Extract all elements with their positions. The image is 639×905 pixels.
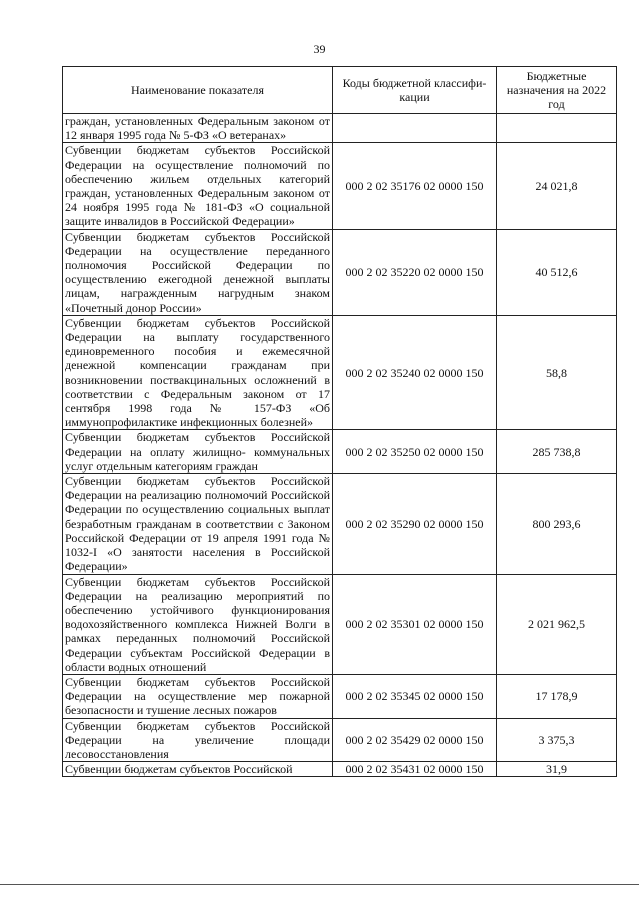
page-number: 39 — [313, 42, 326, 56]
classification-code: 000 2 02 35220 02 0000 150 — [333, 229, 497, 315]
page-bottom-divider — [0, 884, 639, 885]
table-row — [63, 229, 617, 315]
budget-amount: 800 293,6 — [497, 474, 617, 574]
table-row — [63, 474, 617, 574]
classification-code: 000 2 02 35176 02 0000 150 — [333, 143, 497, 229]
budget-table — [62, 66, 617, 777]
table-row — [63, 430, 617, 474]
header-indicator-name: Наименование показателя — [63, 67, 333, 114]
indicator-name: Субвенции бюджетам субъектов Российской Федерации на осуществление переданного полномочия Российской Федерации по осуществлению ежегодной денежной выплаты лицам, награжденным нагрудным знаком «Почетный донор России» — [63, 229, 333, 315]
budget-amount: 285 738,8 — [497, 430, 617, 474]
indicator-name: Субвенции бюджетам субъектов Российской Федерации на реализацию мероприятий по обеспечению устойчивого функционирования водохозяйственного комплекса Нижней Волги в рамках переданных полномочий Российской Федерации субъектам Российской Федерации в области водных отношений — [63, 574, 333, 674]
table-row — [63, 718, 617, 762]
indicator-name: Субвенции бюджетам субъектов Российской Федерации на реализацию полномочий Российской Федерации по осуществлению социальных выплат безработным гражданам в соответствии с Законом Российской Федерации от 19 апреля 1991 года № 1032-I «О занятости населения в Российской Федерации» — [63, 474, 333, 574]
header-classification-code: Коды бюджетной классифи-кации — [333, 67, 497, 114]
header-budget-amount: Бюджетные назначения на 2022 год — [497, 67, 617, 114]
table-row — [63, 674, 617, 718]
budget-amount: 31,9 — [497, 762, 617, 777]
classification-code: 000 2 02 35431 02 0000 150 — [333, 762, 497, 777]
table-row — [63, 574, 617, 674]
budget-amount: 58,8 — [497, 315, 617, 430]
indicator-name: Субвенции бюджетам субъектов Российской — [63, 762, 333, 777]
indicator-name: Субвенции бюджетам субъектов Российской Федерации на выплату государственного единовременного пособия и ежемесячной денежной компенсации гражданам при возникновении поствакцинальных осложнений в соответствии с Федеральным законом от 17 сентября 1998 года № 157-ФЗ «Об иммунопрофилактике инфекционных болезней» — [63, 315, 333, 430]
classification-code: 000 2 02 35429 02 0000 150 — [333, 718, 497, 762]
table-header-row — [63, 67, 617, 114]
indicator-name: Субвенции бюджетам субъектов Российской Федерации на увеличение площади лесовосстановления — [63, 718, 333, 762]
classification-code: 000 2 02 35290 02 0000 150 — [333, 474, 497, 574]
indicator-name: Субвенции бюджетам субъектов Российской Федерации на оплату жилищно- коммунальных услуг отдельным категориям граждан — [63, 430, 333, 474]
classification-code: 000 2 02 35240 02 0000 150 — [333, 315, 497, 430]
indicator-name: Субвенции бюджетам субъектов Российской Федерации на осуществление мер пожарной безопасности и тушение лесных пожаров — [63, 674, 333, 718]
budget-amount — [497, 114, 617, 143]
table-row — [63, 315, 617, 430]
indicator-name: граждан, установленных Федеральным законом от 12 января 1995 года № 5-ФЗ «О ветеранах» — [63, 114, 333, 143]
table-row — [63, 143, 617, 229]
table-row — [63, 114, 617, 143]
classification-code: 000 2 02 35250 02 0000 150 — [333, 430, 497, 474]
classification-code: 000 2 02 35301 02 0000 150 — [333, 574, 497, 674]
budget-amount: 40 512,6 — [497, 229, 617, 315]
classification-code: 000 2 02 35345 02 0000 150 — [333, 674, 497, 718]
budget-amount: 17 178,9 — [497, 674, 617, 718]
budget-amount: 3 375,3 — [497, 718, 617, 762]
classification-code — [333, 114, 497, 143]
budget-amount: 2 021 962,5 — [497, 574, 617, 674]
indicator-name: Субвенции бюджетам субъектов Российской Федерации на осуществление полномочий по обеспечению жильем отдельных категорий граждан, установленных Федеральным законом от 24 ноября 1995 года № 181-ФЗ «О социальной защите инвалидов в Российской Федерации» — [63, 143, 333, 229]
budget-amount: 24 021,8 — [497, 143, 617, 229]
table-row — [63, 762, 617, 777]
